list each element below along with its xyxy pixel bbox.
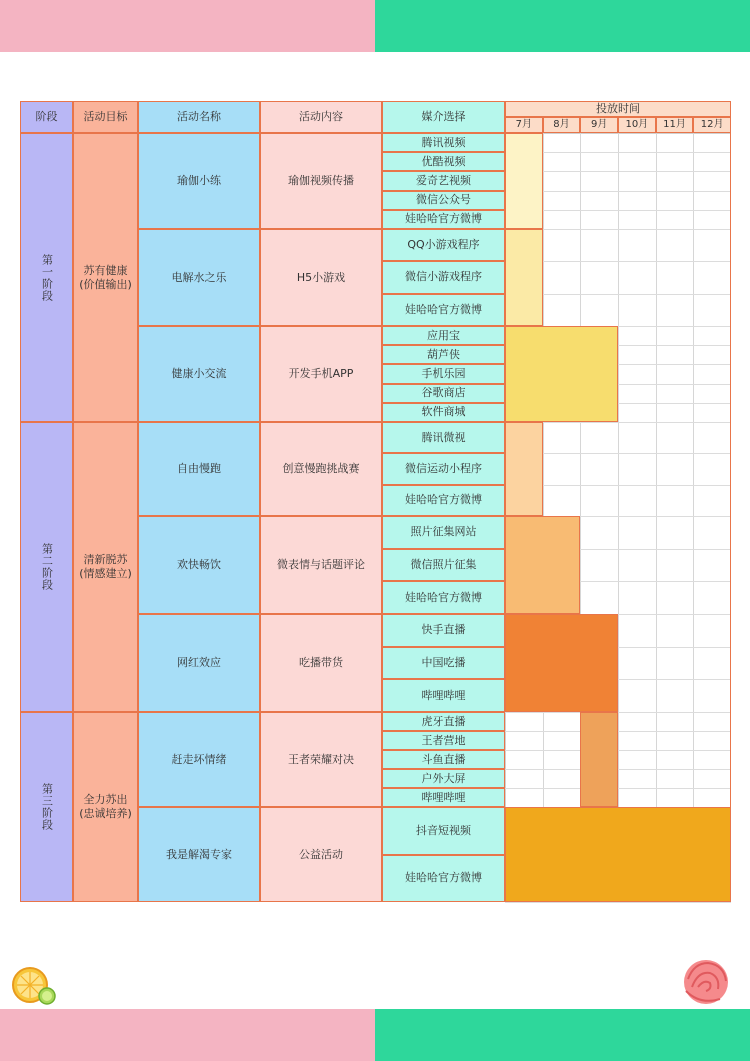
activity-name: 欢快畅饮: [138, 516, 260, 614]
media-item: 腾讯视频: [382, 133, 505, 152]
grid-line: [693, 133, 694, 902]
activity-content: 王者荣耀对决: [260, 712, 382, 807]
activity-name: 赶走坏情绪: [138, 712, 260, 807]
activity-name: 瑜伽小练: [138, 133, 260, 229]
activity-name: 我是解渴专家: [138, 807, 260, 902]
media-item: 照片征集网站: [382, 516, 505, 549]
bottom-left-bar: [0, 1009, 375, 1061]
stage-goal: 苏有健康 (价值输出): [73, 133, 138, 422]
header-goal: 活动目标: [73, 101, 138, 133]
activity-name: 健康小交流: [138, 326, 260, 422]
media-item: 优酷视频: [382, 152, 505, 171]
grid-line: [505, 712, 731, 713]
schedule-bar: [505, 614, 618, 712]
stage-label: 第三阶段: [20, 712, 73, 902]
grid-line: [618, 133, 619, 902]
orange-slice-icon: [12, 966, 56, 1006]
media-item: QQ小游戏程序: [382, 229, 505, 261]
media-item: 娃哈哈官方微博: [382, 210, 505, 229]
schedule-bar: [505, 133, 543, 229]
schedule-bar: [505, 807, 731, 902]
schedule-bar: [505, 229, 543, 326]
media-item: 抖音短视频: [382, 807, 505, 855]
grid-line: [505, 750, 731, 751]
media-item: 爱奇艺视频: [382, 171, 505, 190]
activity-content: 开发手机APP: [260, 326, 382, 422]
activity-content: 瑜伽视频传播: [260, 133, 382, 229]
media-item: 软件商城: [382, 403, 505, 422]
stage-label: 第一阶段: [20, 133, 73, 422]
media-item: 娃哈哈官方微博: [382, 485, 505, 516]
stage-goal: 清新脱苏 (情感建立): [73, 422, 138, 712]
header-month-8: 8月: [543, 117, 581, 133]
grid-line: [505, 902, 731, 903]
header-media: 媒介选择: [382, 101, 505, 133]
header-stage: 阶段: [20, 101, 73, 133]
media-item: 腾讯微视: [382, 422, 505, 453]
header-activity-name: 活动名称: [138, 101, 260, 133]
header-month-11: 11月: [656, 117, 694, 133]
grid-line: [656, 133, 657, 902]
header-activity-content: 活动内容: [260, 101, 382, 133]
media-item: 中国吃播: [382, 647, 505, 680]
activity-content: 创意慢跑挑战赛: [260, 422, 382, 516]
media-item: 王者营地: [382, 731, 505, 750]
header-month-10: 10月: [618, 117, 656, 133]
media-item: 斗鱼直播: [382, 750, 505, 769]
media-item: 户外大屏: [382, 769, 505, 788]
activity-name: 网红效应: [138, 614, 260, 712]
schedule-bar: [505, 326, 618, 422]
activity-name: 自由慢跑: [138, 422, 260, 516]
header-month-9: 9月: [580, 117, 618, 133]
activity-content: 公益活动: [260, 807, 382, 902]
grid-line: [505, 788, 731, 789]
stage-label: 第二阶段: [20, 422, 73, 712]
media-item: 娃哈哈官方微博: [382, 294, 505, 326]
schedule-bar: [580, 712, 618, 807]
header-month-7: 7月: [505, 117, 543, 133]
activity-content: 吃播带货: [260, 614, 382, 712]
header-month-12: 12月: [693, 117, 731, 133]
media-item: 娃哈哈官方微博: [382, 855, 505, 903]
schedule-bar: [505, 516, 580, 614]
media-item: 手机乐园: [382, 364, 505, 383]
stage-goal: 全力苏出 (忠诚培养): [73, 712, 138, 902]
header-schedule: 投放时间: [505, 101, 731, 117]
media-item: 快手直播: [382, 614, 505, 647]
schedule-bar: [505, 422, 543, 516]
activity-content: H5小游戏: [260, 229, 382, 326]
media-item: 哔哩哔哩: [382, 788, 505, 807]
media-item: 哔哩哔哩: [382, 679, 505, 712]
media-item: 娃哈哈官方微博: [382, 581, 505, 614]
top-right-bar: [375, 0, 750, 52]
media-item: 葫芦侠: [382, 345, 505, 364]
media-item: 应用宝: [382, 326, 505, 345]
grid-line: [505, 769, 731, 770]
media-item: 微信公众号: [382, 191, 505, 210]
media-item: 谷歌商店: [382, 384, 505, 403]
grid-line: [505, 731, 731, 732]
activity-content: 微表情与话题评论: [260, 516, 382, 614]
top-left-bar: [0, 0, 375, 52]
activity-name: 电解水之乐: [138, 229, 260, 326]
media-item: 微信小游戏程序: [382, 261, 505, 293]
media-item: 微信运动小程序: [382, 453, 505, 484]
media-item: 微信照片征集: [382, 549, 505, 582]
bottom-right-bar: [375, 1009, 750, 1061]
rose-icon: [680, 957, 732, 1007]
media-schedule-table: [20, 101, 731, 902]
media-item: 虎牙直播: [382, 712, 505, 731]
